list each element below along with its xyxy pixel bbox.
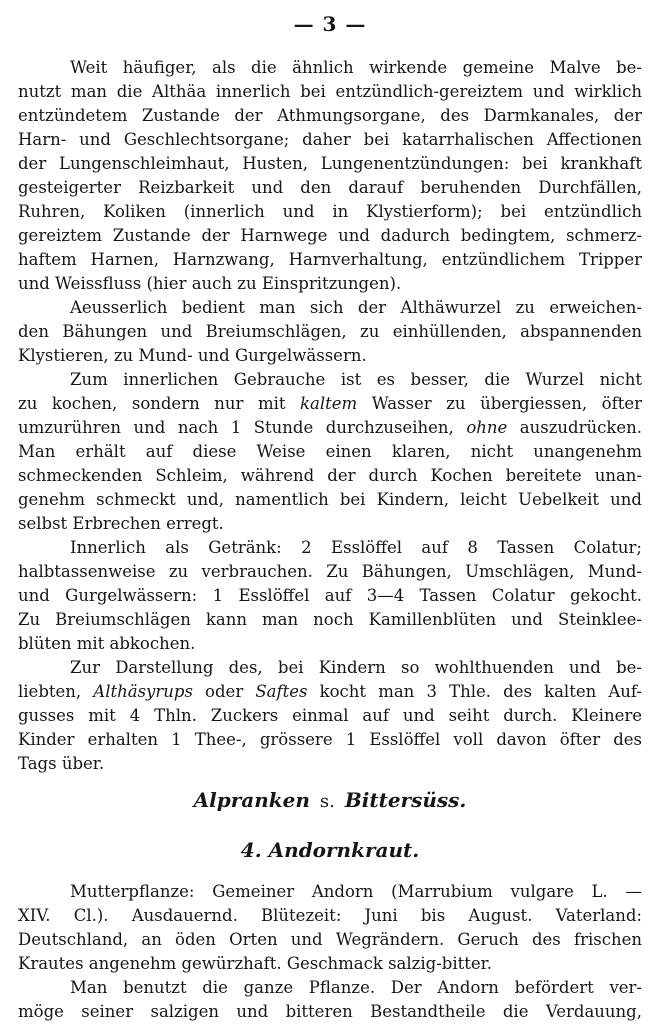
paragraph-mother-plant <box>18 880 642 976</box>
text-line: Man erhält auf diese Weise einen klaren, nicht unangenehm <box>18 442 642 461</box>
paragraph-syrup <box>18 656 642 776</box>
text-run: oder <box>192 682 256 701</box>
heading-reference: Bittersüss. <box>344 788 467 812</box>
text-line: und Weissfluss (hier auch zu Einspritzungen). <box>18 274 402 293</box>
text-line: halbtassenweise zu verbrauchen. Zu Bähungen, Umschlägen, Mund- <box>18 562 642 581</box>
text-line: Innerlich als Getränk: 2 Esslöffel auf 8 Tassen Colatur; <box>70 538 642 557</box>
text-run: auszudrücken. <box>507 418 642 437</box>
text-run: liebten, <box>18 682 94 701</box>
heading-see: s. <box>319 791 335 812</box>
text-line: entzündetem Zustande der Athmungsorgane, des Darmkanales, der <box>18 106 642 125</box>
text-line: Tags über. <box>18 754 105 773</box>
text-run: umzurühren und nach 1 Stunde durchzuseihen, <box>18 418 467 437</box>
text-line: Harn- und Geschlechtsorgane; daher bei katarrhalischen Affectionen <box>18 130 642 149</box>
text-line: Krautes angenehm gewürzhaft. Geschmack salzig-bitter. <box>18 954 492 973</box>
text-line: Deutschland, an öden Orten und Wegrändern. Geruch des frischen <box>18 930 642 949</box>
emphasis-ohne: ohne <box>466 418 508 437</box>
emphasis-saftes: Saftes <box>255 682 308 701</box>
paragraph-external-use <box>18 296 642 368</box>
text-line: nutzt man die Althäa innerlich bei entzündlich-gereiztem und wirklich <box>18 82 642 101</box>
text-line: blüten mit abkochen. <box>18 634 196 653</box>
text-line <box>18 680 642 704</box>
cross-reference-heading <box>0 786 660 816</box>
page-number: — 3 — <box>293 12 367 36</box>
section-heading <box>0 836 660 864</box>
heading-term: Alpranken <box>193 788 310 812</box>
text-line: den Bähungen und Breiumschlägen, zu einhüllenden, abspannenden <box>18 322 642 341</box>
paragraph-althaea-internal-use <box>18 56 642 296</box>
text-line: und Gurgelwässern: 1 Esslöffel auf 3—4 Tassen Colatur gekocht. <box>18 586 642 605</box>
paragraph-andorn-use <box>18 976 642 1024</box>
text-line: haftem Harnen, Harnzwang, Harnverhaltung, entzündlichem Tripper <box>18 250 642 269</box>
emphasis-kaltem: kaltem <box>300 394 358 413</box>
text-line: der Lungenschleimhaut, Husten, Lungenentzündungen: bei krankhaft <box>18 154 642 173</box>
text-line: selbst Erbrechen erregt. <box>18 514 224 533</box>
text-run: Wasser zu übergiessen, öfter <box>357 394 642 413</box>
text-line: XIV. Cl.). Ausdauernd. Blütezeit: Juni bis August. Vaterland: <box>18 906 642 925</box>
text-line: Aeusserlich bedient man sich der Althäwurzel zu erweichen- <box>70 298 642 317</box>
text-line: gereiztem Zustande der Harnwege und dadurch bedingtem, schmerz- <box>18 226 642 245</box>
text-run: kocht man 3 Thle. des kalten Auf- <box>307 682 642 701</box>
text-line: Zu Breiumschlägen kann man noch Kamillenblüten und Steinklee- <box>18 610 642 629</box>
text-line: Man benutzt die ganze Pflanze. Der Andorn befördert ver- <box>70 978 642 997</box>
text-line: gusses mit 4 Thln. Zuckers einmal auf und seiht durch. Kleinere <box>18 706 642 725</box>
text-line: genehm schmeckt und, namentlich bei Kindern, leicht Uebelkeit und <box>18 490 642 509</box>
text-line: Weit häufiger, als die ähnlich wirkende gemeine Malve be- <box>70 58 642 77</box>
text-line <box>18 392 642 416</box>
text-line: Zur Darstellung des, bei Kindern so wohlthuenden und be- <box>70 658 642 677</box>
emphasis-althaesyrups: Althäsyrups <box>93 682 193 701</box>
text-line: gesteigerter Reizbarkeit und den darauf beruhenden Durchfällen, <box>18 178 642 197</box>
text-line: Ruhren, Koliken (innerlich und in Klystierform); bei entzündlich <box>18 202 642 221</box>
text-line: Mutterpflanze: Gemeiner Andorn (Marrubium vulgare L. — <box>70 882 642 901</box>
text-run: zu kochen, sondern nur mit <box>18 394 301 413</box>
text-line: schmeckenden Schleim, während der durch Kochen bereitete unan- <box>18 466 642 485</box>
text-line: Zum innerlichen Gebrauche ist es besser, die Wurzel nicht <box>70 370 642 389</box>
text-line: Kinder erhalten 1 Thee-, grössere 1 Esslöffel voll davon öfter des <box>18 730 642 749</box>
paragraph-dosage <box>18 536 642 656</box>
text-line <box>18 416 642 440</box>
paragraph-preparation <box>18 368 642 536</box>
text-line: möge seiner salzigen und bitteren Bestandtheile die Verdauung, <box>18 1002 642 1021</box>
text-line: Klystieren, zu Mund- und Gurgelwässern. <box>18 346 367 365</box>
section-title: 4. Andornkraut. <box>240 838 420 862</box>
